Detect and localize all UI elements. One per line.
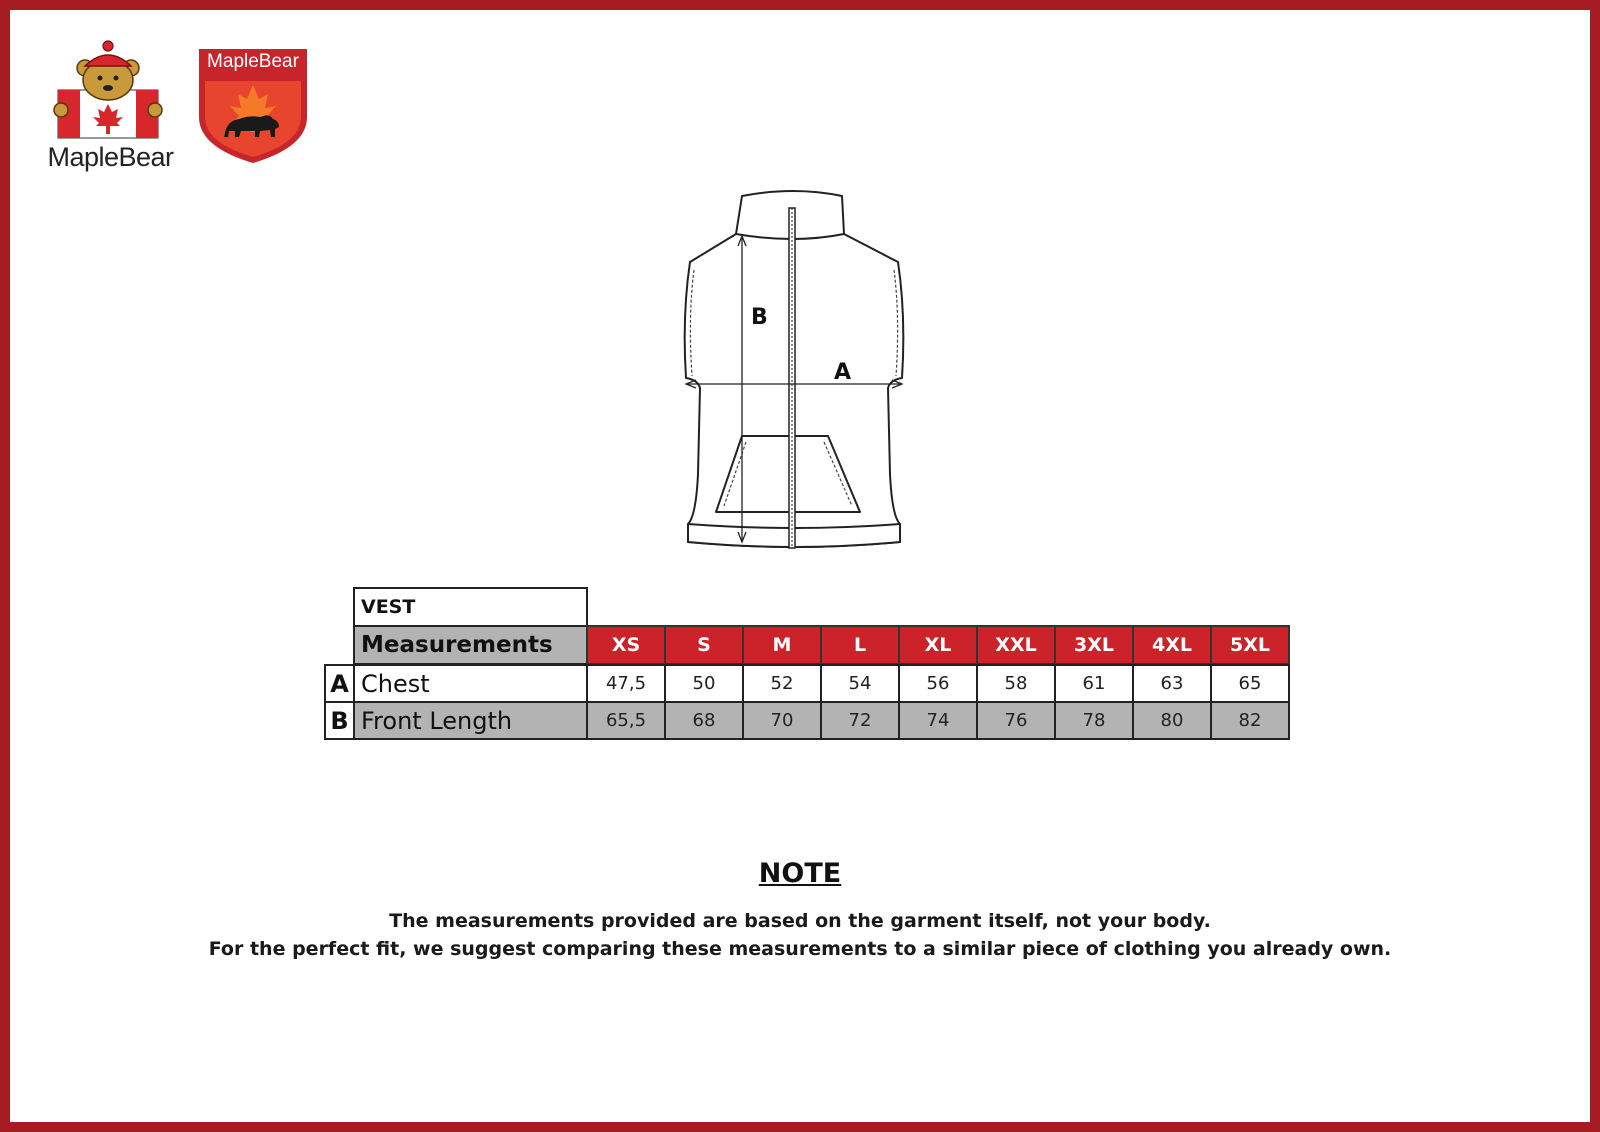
size-header: M xyxy=(742,625,822,665)
size-header: XS xyxy=(586,625,666,665)
table-cell: 76 xyxy=(976,701,1056,740)
size-header: 4XL xyxy=(1132,625,1212,665)
size-header: XXL xyxy=(976,625,1056,665)
maplebear-crest xyxy=(197,47,309,165)
table-cell: 70 xyxy=(742,701,822,740)
row-name-chest: Chest xyxy=(353,664,588,703)
table-cell: 52 xyxy=(742,664,822,703)
table-cell: 50 xyxy=(664,664,744,703)
table-cell: 82 xyxy=(1210,701,1290,740)
row-name-front-length: Front Length xyxy=(353,701,588,740)
note-title: NOTE xyxy=(758,858,842,889)
table-cell: 63 xyxy=(1132,664,1212,703)
maplebear-logo xyxy=(38,38,183,178)
row-letter-b: B xyxy=(324,701,355,740)
table-cell: 47,5 xyxy=(586,664,666,703)
crest-wordmark: MapleBear xyxy=(207,51,299,72)
size-header: XL xyxy=(898,625,978,665)
table-cell: 68 xyxy=(664,701,744,740)
note-line-2: For the perfect fit, we suggest comparing these measurements to a similar piece of clothing you already own. xyxy=(208,938,1392,960)
table-cell: 65,5 xyxy=(586,701,666,740)
table-cell: 61 xyxy=(1054,664,1134,703)
table-cell: 65 xyxy=(1210,664,1290,703)
note-line-1: The measurements provided are based on the garment itself, not your body. xyxy=(389,910,1211,932)
table-cell: 58 xyxy=(976,664,1056,703)
table-cell: 72 xyxy=(820,701,900,740)
vest-diagram xyxy=(676,186,916,556)
table-cell: 74 xyxy=(898,701,978,740)
table-cell: 80 xyxy=(1132,701,1212,740)
measurements-header: Measurements xyxy=(353,625,588,665)
size-header: 5XL xyxy=(1210,625,1290,665)
table-cell: 78 xyxy=(1054,701,1134,740)
size-header: L xyxy=(820,625,900,665)
size-header: 3XL xyxy=(1054,625,1134,665)
logo-wordmark: MapleBear xyxy=(47,142,174,172)
dimension-label-a: A xyxy=(834,360,852,385)
garment-title: VEST xyxy=(353,587,588,627)
table-cell: 54 xyxy=(820,664,900,703)
table-cell: 56 xyxy=(898,664,978,703)
dimension-label-b: B xyxy=(751,305,768,330)
size-header: S xyxy=(664,625,744,665)
row-letter-a: A xyxy=(324,664,355,703)
bear-flag-icon xyxy=(38,38,183,142)
